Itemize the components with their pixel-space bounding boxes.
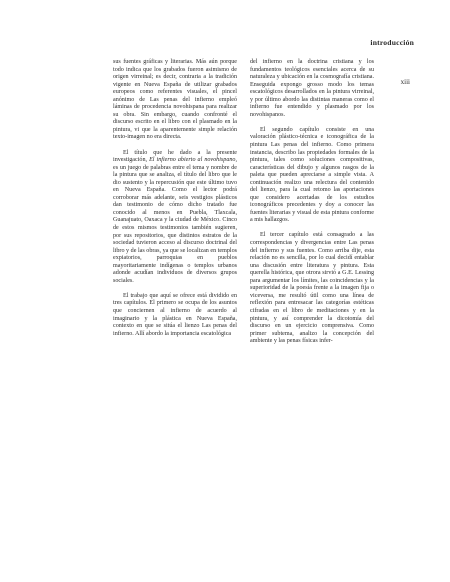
right-paragraph-2: El segundo capítulo consiste en una valoración plástico-técnica e iconográfica de la pintura Las penas del infierno. Como primera instancia, describo las propiedades formales de la pintura, tales como soluciones compositivas, características del dibujo y algunos rasgos de la paleta que pueden apreciarse a simple vista. A continuación realizo una relectura del contenido del lienzo, para la cual retomo las aportaciones que considero acertadas de los estudios iconográficos precedentes y doy a conocer las fuentes literarias y visual de esta pintura conforme a mis hallazgos.: [250, 126, 374, 224]
left-paragraph-2: [113, 150, 237, 286]
running-head: introducción: [370, 38, 414, 47]
right-paragraph-3: El tercer capítulo está consagrado a las correspondencias y divergencias entre Las penas del infierno y sus fuentes. Como arriba dije, esta relación no es sencilla, por lo cual decidí entablar una discusión entre literatura y pintura. Esta querella histórica, que otrora sirvió a G.E. Lessing para argumentar los límites, las coincidencias y la superioridad de la poesía frente a la imagen fija o viceversa, me resultó útil como una línea de reflexión para entresacar las categorías estéticas cifradas en el libro de meditaciones y en la pintura, y así comprender la dicotomía del discurso en un ejercicio comprensiva. Como primer subtema, analizo la concepción del ambiente y las penas físicas infer-: [250, 232, 374, 345]
left-column: [113, 59, 237, 338]
investigation-title: El infierno abierto al novohispano: [149, 157, 236, 164]
page-number: xiii: [400, 78, 410, 86]
left-paragraph-1: sus fuentes gráficas y literarias. Más aún porque todo indica que los grabados fueron asimismo de origen virreinal; es decir, contraria a la tradición vigente en Nueva España de utilizar grabados europeos como referentes visuales, el pincel anónimo de Las penas del infierno empleó láminas de procedencia novohispana para realizar su obra. Sin embargo, cuando confronté el discurso escrito en el libro con el plasmado en la pintura, vi que la aparentemente simple relación texto-imagen no era directa.: [113, 59, 237, 141]
left-paragraph-3: El trabajo que aquí se ofrece está dividido en tres capítulos. El primero se ocupa de los asuntos que conciernen al infierno de acuerdo al imaginario y la plástica en Nueva España, contexto en que se sitúa el lienzo Las penas del infierno. Allí abordo la importancia escatológica: [113, 292, 237, 337]
left-paragraph-2-body: , es un juego de palabras entre el tema y nombre de la pintura que se analiza, el título del libro que le dio sustento y la repercusión que este último tuvo en Nueva España. Como el lector podrá corroborar más adelante, seis vestigios plásticos dan testimonio de cómo dicho tratado fue conocido al menos en Puebla, Tlaxcala, Guanajuato, Oaxaca y la ciudad de México. Cinco de estos mismos testimonios también sugieren, por sus repositorios, que distintos estratos de la sociedad tuvieron acceso al discurso doctrinal del libro y de las obras, ya que se localizan en templos expiatorios, parroquias en pueblos mayoritariamente indígenas o templos urbanos adonde acudían individuos de diversos grupos sociales.: [113, 157, 238, 284]
left-paragraph-2-intro: El título que he dado a la presente investigación,: [113, 149, 237, 164]
right-paragraph-1: del infierno en la doctrina cristiana y los fundamentos teológicos esenciales acerca de su naturaleza y ubicación en la cosmografía cristiana. Enseguida expongo grosso modo los temas escatológicos desarrollados en la pintura virreinal, y por último abordo las distintas maneras como el infierno fue entendido y plasmado por los novohispanos.: [250, 59, 374, 118]
right-column: [250, 59, 374, 346]
